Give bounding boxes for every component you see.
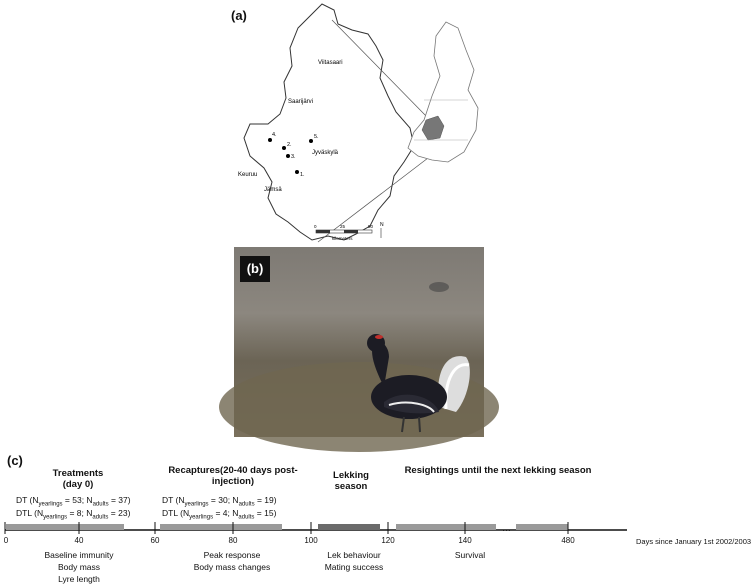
count-dtl-recap: DTL ($N_{yearlings} = 4$; $N_{adults} = 15$) <box>162 508 277 521</box>
axis-label: Days since January 1st 2002/2003 <box>636 537 751 546</box>
site-5-dot <box>309 139 313 143</box>
measures-survival: Survival <box>454 550 486 560</box>
site-4-label: 4. <box>272 132 277 138</box>
tick-label-60: 60 <box>150 536 160 545</box>
north-arrow: N <box>380 222 384 228</box>
heading-recaptures: Recaptures(20-40 days post-injection) <box>168 465 298 487</box>
tick-label-100: 100 <box>304 536 318 545</box>
finland-outline <box>408 22 478 162</box>
panel-b-label: (b) <box>240 256 270 282</box>
town-keuruu: Keuruu <box>238 172 258 178</box>
town-jamsa: Jämsä <box>264 187 282 193</box>
site-1-label: 1. <box>300 172 305 178</box>
panel-c-label: (c) <box>7 453 23 468</box>
count-dt-day0: DT ($N_{yearlings} = 53$; $N_{adults} = 37$) <box>16 495 131 508</box>
heading-lekking: Lekking season <box>333 470 369 492</box>
study-area-map <box>228 0 598 245</box>
heading-treatments: Treatments (day 0) <box>52 468 104 490</box>
tick-label-80: 80 <box>228 536 238 545</box>
site-2-label: 2. <box>287 142 292 148</box>
measures-peak: Peak response Body mass changes <box>193 550 271 572</box>
bar-treatments <box>6 524 124 530</box>
panel-a-label: (a) <box>231 8 247 23</box>
town-jyvaskyla: Jyväskylä <box>312 150 339 156</box>
measures-lek: Lek behaviour Mating success <box>324 550 384 572</box>
tick-label-40: 40 <box>74 536 84 545</box>
scale-unit: kilometers <box>332 236 353 241</box>
bar-resightings-1 <box>396 524 496 530</box>
site-1-dot <box>295 170 299 174</box>
tick-label-140: 140 <box>458 536 472 545</box>
scale-0: 0 <box>314 224 317 229</box>
town-saarijarvi: Saarijärvi <box>288 99 314 105</box>
site-3-dot <box>286 154 290 158</box>
tick-label-120: 120 <box>381 536 395 545</box>
bar-resightings-2 <box>516 524 568 530</box>
bar-lekking <box>318 524 380 530</box>
heading-resightings: Resightings until the next lekking season <box>404 465 592 476</box>
scale-50: 50 <box>368 224 374 229</box>
scale-25: 25 <box>340 224 346 229</box>
site-2-dot <box>282 146 286 150</box>
count-dt-recap: DT ($N_{yearlings} = 30$; $N_{adults} = 19$) <box>162 495 277 508</box>
bar-recaptures <box>160 524 282 530</box>
timeline-ellipsis: … <box>502 523 511 533</box>
region-outline <box>244 4 414 240</box>
black-grouse-photo <box>234 247 484 437</box>
site-4-dot <box>268 138 272 142</box>
count-dtl-day0: DTL ($N_{yearlings} = 8$; $N_{adults} = 23$) <box>16 508 131 521</box>
measures-baseline: Baseline immunity Body mass Lyre length <box>44 550 114 584</box>
town-viitasaari: Viitasaari <box>318 60 343 66</box>
site-3-label: 3. <box>291 154 296 160</box>
black-grouse-illustration <box>234 247 484 437</box>
tick-label-480: 480 <box>561 536 575 545</box>
site-5-label: 5. <box>314 134 319 140</box>
tick-label-0: 0 <box>3 536 9 545</box>
